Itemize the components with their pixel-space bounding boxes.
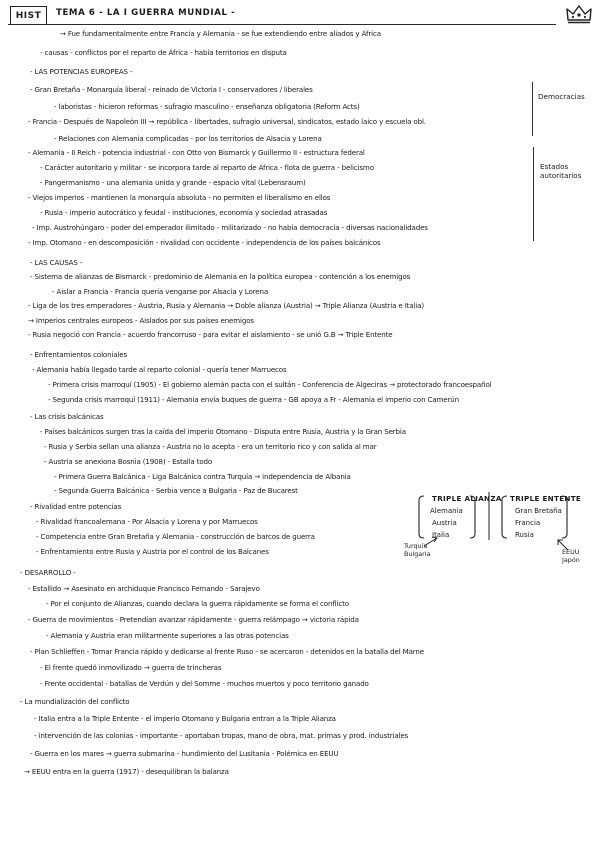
note-line: - Pangermanismo - una alemania unida y grande - espacio vital (Lebensraum)	[40, 178, 306, 187]
page-title: TEMA 6 - LA I GUERRA MUNDIAL -	[56, 8, 236, 18]
side-note-democracias: Democracias	[538, 92, 585, 101]
note-line: - Rusia - imperio autocrático y feudal - instituciones, economía y sociedad atrasadas	[40, 208, 328, 217]
note-line: - El frente quedó inmovilizado → guerra de trincheras	[40, 663, 222, 672]
note-line: - causas - conflictos por el reparto de África - había territorios en disputa	[40, 48, 287, 57]
entente-member: Rusia	[515, 531, 534, 539]
note-line: - Alemania - II Reich - potencia industrial - con Otto von Bismarck y Guillermo II - estructura federal	[28, 148, 365, 157]
note-line: - Primera Guerra Balcánica - Liga Balcánica contra Turquía → independencia de Albania	[54, 472, 351, 481]
note-line: - Primera crisis marroquí (1905) - El gobierno alemán pacta con el sultán - Conferencia de Algeciras → protectorado francoespañol	[48, 380, 492, 389]
note-line: - Francia - Después de Napoleón III → república - libertades, sufragio universal, sindicatos, estado laico y escuela obl.	[28, 117, 426, 126]
note-line: - Guerra en los mares → guerra submarina - hundimiento del Lusitania - Polémica en EEUU	[30, 749, 339, 758]
note-line: - Austria se anexiona Bosnia (1908) - Estalla todo	[44, 457, 213, 466]
note-line: - La mundialización del conflicto	[20, 697, 130, 706]
note-line: → Imperios centrales europeos - Aislados por sus países enemigos	[28, 316, 254, 325]
note-line: - Enfrentamiento entre Rusia y Austria por el control de los Balcanes	[36, 547, 269, 556]
note-line: - Imp. Austrohúngaro - poder del emperador ilimitado - militarizado - no había democracia - diversas nacionalidades	[32, 223, 428, 232]
note-line: - Viejos imperios - mantienen la monarquía absoluta - no permiten el liberalismo en ellos	[28, 193, 331, 202]
note-line: - Rivalidad francoalemana - Por Alsacia y Lorena y por Marruecos	[36, 517, 258, 526]
note-line: - Competencia entre Gran Bretaña y Alemania - construcción de barcos de guerra	[36, 532, 315, 541]
note-line: - Las crisis balcánicas	[30, 412, 104, 421]
alliance-member: Austria	[432, 519, 457, 527]
note-line: - Sistema de alianzas de Bismarck - predominio de Alemania en la política europea - contención a los enemigos	[30, 272, 411, 281]
note-line: - Segunda Guerra Balcánica - Serbia vence a Bulgaria - Paz de Bucarest	[54, 486, 298, 495]
note-line: → Fue fundamentalmente entre Francia y Alemania - se fue extendiendo entre aliados y África	[60, 29, 381, 38]
note-line: - Países balcánicos surgen tras la caída del imperio Otomano - Disputa entre Rusia, Austria y la Gran Serbia	[40, 427, 406, 436]
note-line: - Liga de los tres emperadores - Austria, Rusia y Alemania → Doble alianza (Austria) → Triple Alianza (Austria e Italia)	[28, 301, 424, 310]
note-line: - Guerra de movimientos - Pretendían avanzar rápidamente - guerra relámpago → victoria rápida	[28, 615, 359, 624]
note-line: - Rusia y Serbia sellan una alianza - Austria no lo acepta - era un territorio rico y con salida al mar	[44, 442, 377, 451]
note-line: - Por el conjunto de Alianzas, cuando declara la guerra rápidamente se forma el conflicto	[46, 599, 349, 608]
note-line: - Alemania y Austria eran militarmente superiores a las otras potencias	[46, 631, 289, 640]
note-line: - Relaciones con Alemania complicadas - por los territorios de Alsacia y Lorena	[54, 134, 322, 143]
side-note-estados-autoritarios: Estados autoritarios	[540, 162, 582, 180]
note-line: - Italia entra a la Triple Entente - el imperio Otomano y Bulgaria entran a la Triple Alianza	[34, 714, 336, 723]
note-line: - Alemania había llegado tarde al reparto colonial - quería tener Marruecos	[32, 365, 287, 374]
triple-entente-heading: TRIPLE ENTENTE	[510, 494, 582, 503]
note-line: - Estallido → Asesinato en archiduque Francisco Fernando - Sarajevo	[28, 584, 260, 593]
note-line: - intervención de las colonias - importante - aportaban tropas, mano de obra, mat. primas y prod. industriales	[34, 731, 409, 740]
note-line: - Rivalidad entre potencias	[30, 502, 122, 511]
entente-member: Gran Bretaña	[515, 507, 562, 515]
triple-alianza-heading: TRIPLE ALIANZA	[432, 494, 502, 503]
alliance-member: Alemania	[430, 507, 463, 515]
note-line: - Frente occidental - batallas de Verdún y del Somme - muchos muertos y poco territorio ganado	[40, 679, 369, 688]
note-line: - Carácter autoritario y militar - se incorpora tarde al reparto de África - flota de guerra - belicismo	[40, 163, 374, 172]
note-line: - Imp. Otomano - en descomposición - rivalidad con occidente - independencia de los países balcánicos	[28, 238, 381, 247]
note-line: - LAS CAUSAS -	[30, 258, 83, 267]
note-line: - LAS POTENCIAS EUROPEAS -	[30, 67, 133, 76]
triple-entente-joined: EEUU Japón	[562, 548, 580, 564]
entente-member: Francia	[515, 519, 541, 527]
note-line: - Rusia negoció con Francia - acuerdo francorruso - para evitar el aislamiento - se unió G.B → Triple Entente	[28, 330, 393, 339]
note-line: - Aislar a Francia - Francia quería vengarse por Alsacia y Lorena	[52, 287, 269, 296]
note-line: - Plan Schlieffen - Tomar Francia rápido y dedicarse al frente Ruso - se acercaron - detenidos en la batalla del Marne	[30, 647, 424, 656]
triple-alianza-joined: Turquía Bulgaria	[404, 542, 431, 558]
note-line: - DESARROLLO -	[20, 568, 76, 577]
note-line: - Segunda crisis marroquí (1911) - Alemania envía buques de guerra - GB apoya a Fr - Alemania el imperio con Camerún	[48, 395, 459, 404]
alliance-member: Italia	[432, 531, 450, 539]
note-line: → EEUU entra en la guerra (1917) - desequilibran la balanza	[24, 767, 229, 776]
subject-box: HIST	[10, 6, 47, 25]
note-line: - laboristas - hicieron reformas - sufragio masculino - enseñanza obligatoria (Reform Acts)	[54, 102, 360, 111]
note-line: - Enfrentamientos coloniales	[30, 350, 128, 359]
note-line: - Gran Bretaña - Monarquía liberal - reinado de Victoria I - conservadores / liberales	[30, 85, 313, 94]
